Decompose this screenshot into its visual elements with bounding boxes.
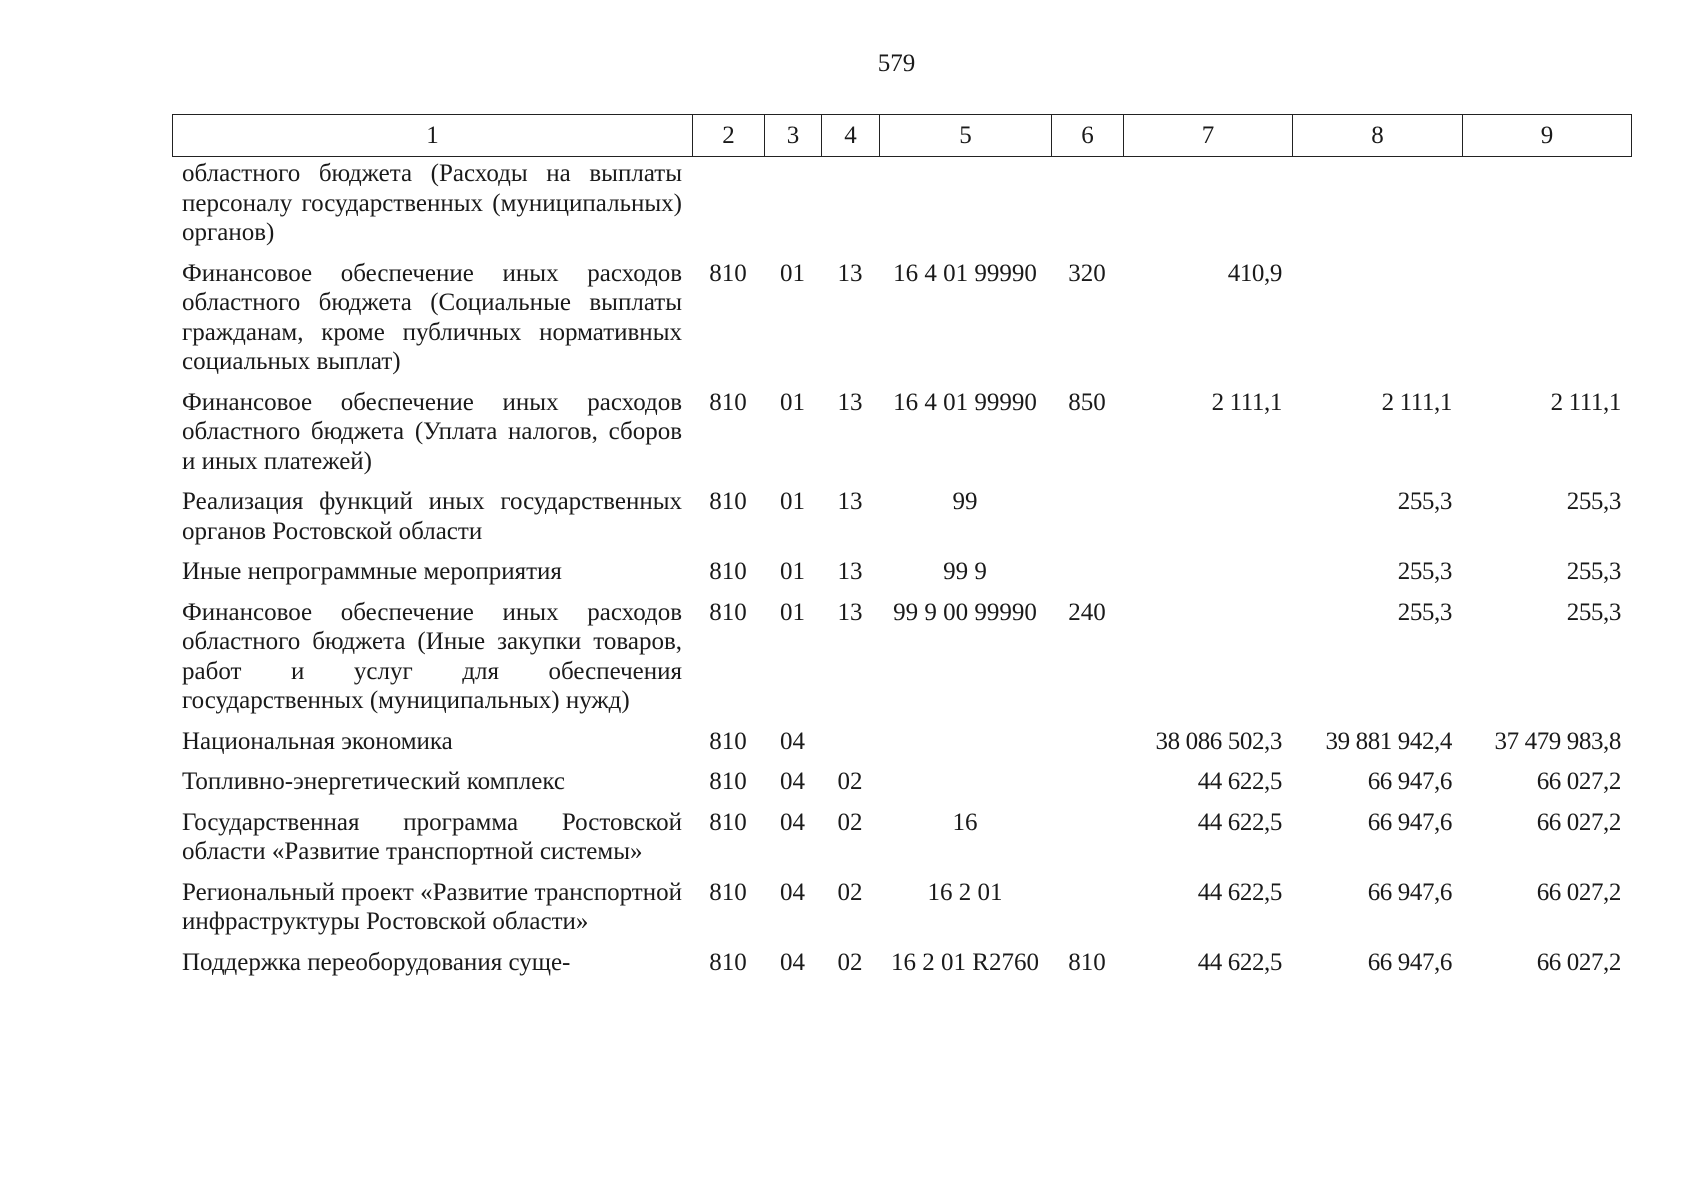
- cell-code-2: 810: [709, 768, 747, 795]
- table-row: [172, 388, 1631, 488]
- cell-code-5: 16: [952, 808, 978, 836]
- cell-code-2: 810: [709, 388, 747, 416]
- cell-code-2: 810: [709, 878, 747, 906]
- cell-amount-9: 66 027,2: [1536, 878, 1621, 906]
- table-row: [172, 487, 1631, 557]
- cell-amount-9: 255,3: [1566, 488, 1621, 515]
- cell-code-5: 16 4 01 99990: [893, 388, 1037, 416]
- cell-code-3: 01: [780, 488, 805, 515]
- cell-code-6: 850: [1068, 388, 1106, 416]
- cell-code-6: [1051, 487, 1123, 557]
- cell-amount-7: 410,9: [1227, 259, 1282, 287]
- cell-code-5: 16 4 01 99990: [893, 259, 1037, 287]
- cell-code-3: 04: [780, 727, 805, 755]
- budget-table: [172, 159, 1631, 988]
- cell-code-6: [1051, 808, 1123, 878]
- cell-code-6: [1051, 159, 1123, 259]
- header-cell-3: 3: [765, 115, 822, 157]
- cell-code-5: 16 2 01 R2760: [891, 948, 1039, 976]
- table-row: [172, 259, 1631, 388]
- cell-code-4: 13: [837, 388, 863, 416]
- cell-code-4: [821, 727, 879, 768]
- row-name: Финансовое обеспечение иных расходов областного бюджета (Иные закупки товаров, работ и услуг для обеспечения государственных (муниципальных) нужд): [182, 598, 682, 714]
- cell-code-3: 04: [780, 768, 805, 795]
- cell-code-6: 240: [1068, 598, 1106, 626]
- header-cell-4: 4: [822, 115, 880, 157]
- cell-code-6: [1051, 727, 1123, 768]
- cell-amount-9: 66 027,2: [1536, 948, 1621, 976]
- cell-code-6: 320: [1068, 259, 1106, 287]
- cell-amount-8: 255,3: [1397, 598, 1452, 626]
- header-cell-5: 5: [880, 115, 1052, 157]
- cell-amount-9: 255,3: [1566, 598, 1621, 626]
- cell-amount-9: [1462, 259, 1631, 388]
- table-body: [172, 159, 1631, 988]
- row-name: Иные непрограммные мероприятия: [182, 558, 562, 585]
- cell-amount-8: 255,3: [1397, 558, 1452, 585]
- cell-code-4: 02: [837, 808, 863, 836]
- row-name: Поддержка переоборудования суще-: [182, 948, 571, 976]
- cell-amount-7: [1123, 159, 1292, 259]
- page-number: 579: [877, 50, 916, 77]
- cell-amount-9: 66 027,2: [1536, 768, 1621, 795]
- cell-amount-8: 66 947,6: [1367, 878, 1452, 906]
- cell-code-4: 13: [837, 598, 863, 626]
- cell-amount-9: [1462, 159, 1631, 259]
- cell-amount-8: 255,3: [1397, 488, 1452, 515]
- cell-amount-8: 66 947,6: [1367, 768, 1452, 795]
- cell-code-6: [1051, 878, 1123, 948]
- cell-code-3: 01: [780, 598, 805, 626]
- row-name: областного бюджета (Расходы на выплаты персоналу государственных (муниципальных) органов): [182, 160, 682, 246]
- row-name: Национальная экономика: [182, 727, 453, 755]
- header-cell-2: 2: [693, 115, 765, 157]
- cell-code-4: 13: [837, 488, 863, 515]
- cell-amount-8: 66 947,6: [1367, 948, 1452, 976]
- row-name: Реализация функций иных государственных органов Ростовской области: [182, 488, 682, 545]
- row-name: Региональный проект «Развитие транспортной инфраструктуры Ростовской области»: [182, 878, 682, 935]
- cell-amount-9: 255,3: [1566, 558, 1621, 585]
- cell-amount-9: 37 479 983,8: [1494, 727, 1621, 755]
- cell-amount-7: 44 622,5: [1197, 948, 1282, 976]
- cell-code-4: 13: [837, 259, 863, 287]
- cell-amount-7: 44 622,5: [1197, 768, 1282, 795]
- cell-code-5: 99: [952, 488, 978, 515]
- header-cell-8: 8: [1293, 115, 1463, 157]
- cell-code-4: 02: [837, 878, 863, 906]
- table-row: [172, 767, 1631, 808]
- cell-code-6: 810: [1068, 948, 1106, 976]
- cell-amount-9: 2 111,1: [1550, 388, 1621, 416]
- cell-code-5: 99 9: [943, 558, 987, 585]
- table-row: [172, 878, 1631, 948]
- table-header: [172, 114, 1632, 157]
- header-cell-6: 6: [1052, 115, 1124, 157]
- cell-code-3: 04: [780, 948, 805, 976]
- cell-code-2: 810: [709, 948, 747, 976]
- header-cell-9: 9: [1463, 115, 1632, 157]
- cell-amount-8: [1292, 159, 1462, 259]
- cell-amount-7: 44 622,5: [1197, 808, 1282, 836]
- cell-code-4: 02: [837, 768, 863, 795]
- cell-code-2: 810: [709, 488, 747, 515]
- cell-code-3: [764, 159, 821, 259]
- cell-amount-7: [1123, 598, 1292, 727]
- cell-code-2: 810: [709, 598, 747, 626]
- cell-amount-7: 44 622,5: [1197, 878, 1282, 906]
- header-cell-7: 7: [1124, 115, 1293, 157]
- cell-code-3: 01: [780, 388, 805, 416]
- cell-amount-7: 2 111,1: [1211, 388, 1282, 416]
- cell-code-2: [692, 159, 764, 259]
- row-name: Государственная программа Ростовской области «Развитие транспортной системы»: [182, 808, 682, 865]
- cell-code-4: [821, 159, 879, 259]
- cell-amount-8: [1292, 259, 1462, 388]
- cell-code-2: 810: [709, 558, 747, 585]
- header-row: [173, 115, 1632, 157]
- cell-amount-8: 66 947,6: [1367, 808, 1452, 836]
- cell-amount-7: 38 086 502,3: [1155, 727, 1282, 755]
- row-name: Финансовое обеспечение иных расходов областного бюджета (Социальные выплаты гражданам, кроме публичных нормативных социальных выплат): [182, 259, 682, 375]
- cell-amount-9: 66 027,2: [1536, 808, 1621, 836]
- row-name: Топливно-энергетический комплекс: [182, 768, 565, 795]
- table-row: [172, 159, 1631, 259]
- cell-code-2: 810: [709, 808, 747, 836]
- cell-code-5: 99 9 00 99990: [893, 598, 1037, 626]
- cell-code-6: [1051, 557, 1123, 598]
- cell-code-3: 04: [780, 808, 805, 836]
- cell-code-6: [1051, 767, 1123, 808]
- cell-code-5: [879, 767, 1051, 808]
- cell-code-5: [879, 727, 1051, 768]
- table-row: [172, 557, 1631, 598]
- cell-code-3: 01: [780, 558, 805, 585]
- cell-code-5: [879, 159, 1051, 259]
- header-cell-1: 1: [173, 115, 693, 157]
- cell-amount-7: [1123, 557, 1292, 598]
- cell-amount-8: 39 881 942,4: [1325, 727, 1452, 755]
- cell-code-2: 810: [709, 259, 747, 287]
- table-row: [172, 598, 1631, 727]
- row-name: Финансовое обеспечение иных расходов областного бюджета (Уплата налогов, сборов и иных платежей): [182, 388, 682, 475]
- cell-code-4: 13: [837, 558, 863, 585]
- table-row: [172, 808, 1631, 878]
- cell-code-5: 16 2 01: [927, 878, 1003, 906]
- cell-code-3: 04: [780, 878, 805, 906]
- cell-amount-7: [1123, 487, 1292, 557]
- cell-code-3: 01: [780, 259, 805, 287]
- cell-code-2: 810: [709, 727, 747, 755]
- cell-amount-8: 2 111,1: [1381, 388, 1452, 416]
- cell-code-4: 02: [837, 948, 863, 976]
- table-row: [172, 727, 1631, 768]
- table-row: [172, 948, 1631, 989]
